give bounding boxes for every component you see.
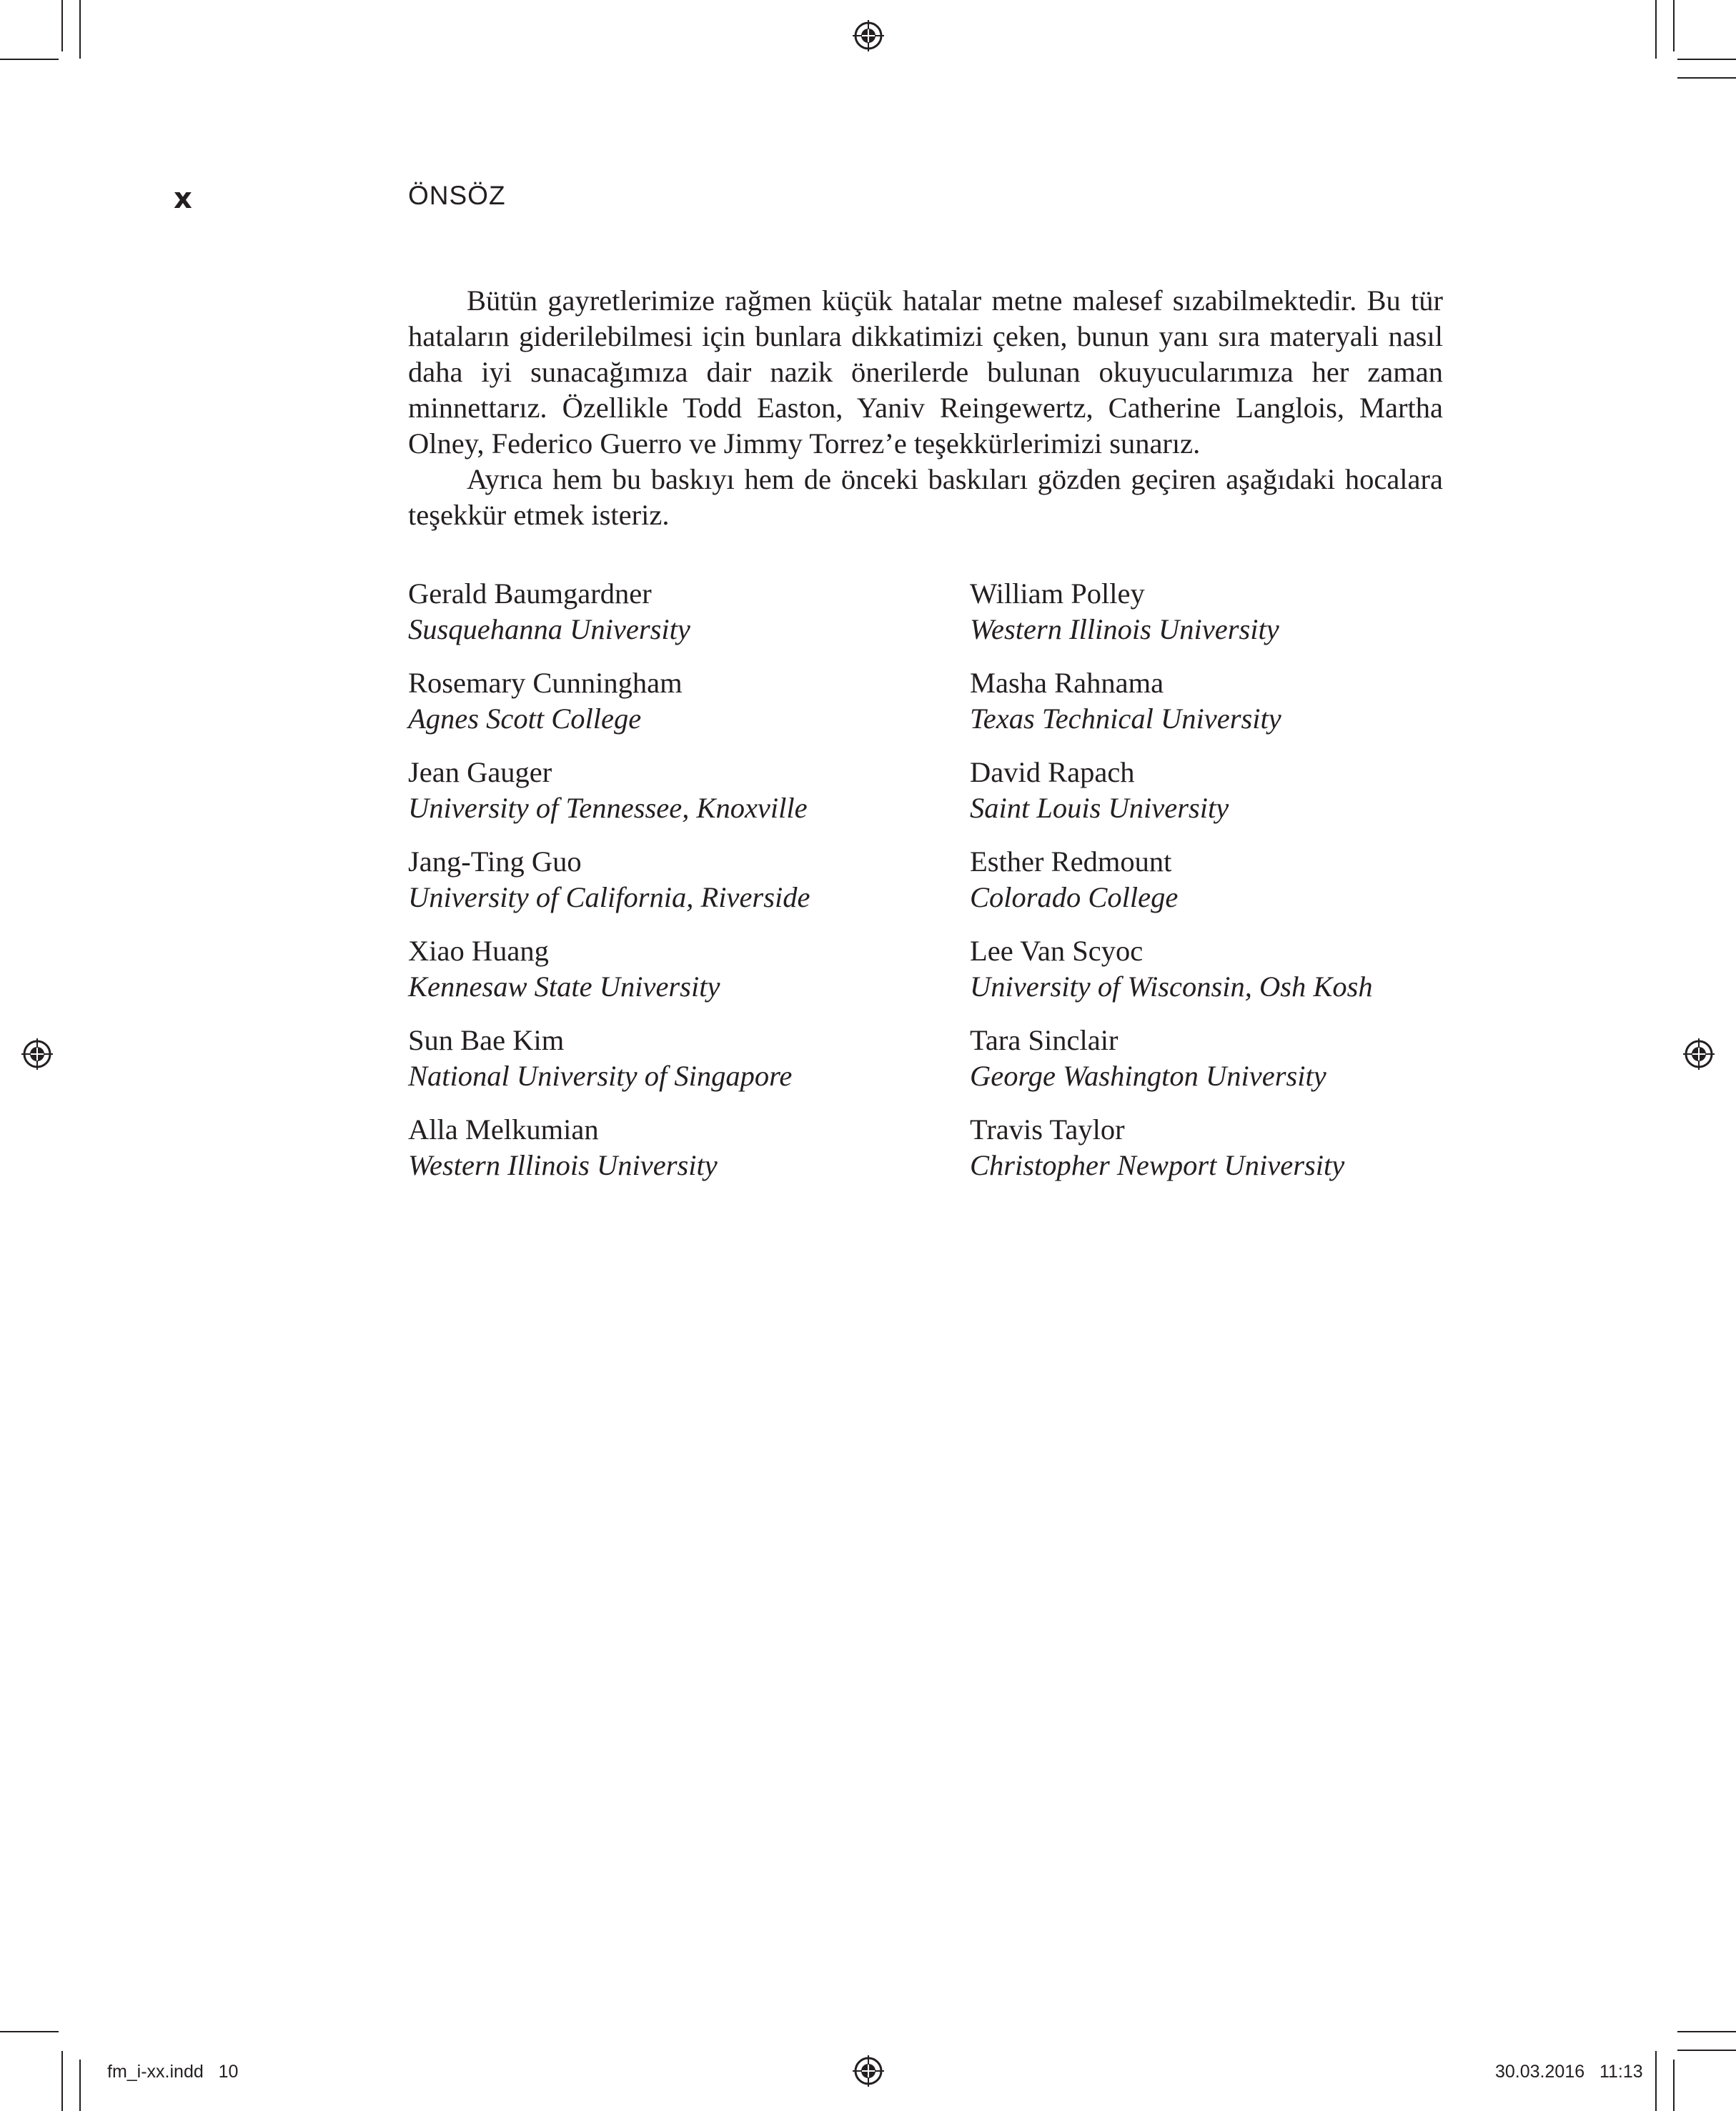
reviewer-entry [408, 1112, 970, 1183]
reviewer-name: Masha Rahnama [970, 667, 1164, 699]
reviewer-affiliation: Texas Technical University [970, 702, 1281, 735]
registration-mark-icon [853, 2055, 884, 2087]
crop-mark [1673, 0, 1675, 51]
reviewer-affiliation: National University of Singapore [408, 1060, 793, 1092]
reviewer-entry [970, 1023, 1480, 1094]
reviewer-name: Alla Melkumian [408, 1113, 599, 1146]
reviewer-list [408, 576, 1480, 1183]
reviewer-entry [408, 665, 970, 737]
registration-mark-icon [853, 20, 884, 51]
paragraph: Bütün gayretlerimize rağmen küçük hatalar metne malesef sızabilmektedir. Bu tür hataların giderilebilmesi için bunlara dikkatimizi çeken, bunun yanı sıra materyali nasıl daha iyi sunacağımıza dair nazik önerilerde bulunan okuyucularımıza her zaman minnettarız. Özellikle Todd Easton, Yaniv Reingewertz, Catherine Langlois, Martha Olney, Federico Guerro ve Jimmy Torrez’e teşekkürlerimizi sunarız. [408, 284, 1443, 460]
reviewer-entry [408, 844, 970, 915]
reviewer-affiliation: Western Illinois University [970, 613, 1279, 645]
reviewer-name: Sun Bae Kim [408, 1024, 565, 1056]
reviewer-entry [408, 576, 970, 647]
reviewer-name: Esther Redmount [970, 845, 1172, 878]
reviewer-entry [970, 933, 1480, 1005]
reviewer-affiliation: Saint Louis University [970, 792, 1229, 824]
crop-mark [1677, 59, 1736, 60]
reviewer-entry [408, 755, 970, 826]
slug-datetime: 30.03.2016 11:13 [1495, 2062, 1643, 2082]
crop-mark [1655, 0, 1657, 59]
crop-mark [1677, 2031, 1736, 2032]
reviewer-entry [970, 576, 1480, 647]
reviewer-name: Rosemary Cunningham [408, 667, 683, 699]
paragraph: Ayrıca hem bu baskıyı hem de önceki baskıları gözden geçiren aşağıdaki hocalara teşekkür etmek isteriz. [408, 463, 1443, 531]
crop-mark [1655, 2051, 1657, 2111]
reviewer-affiliation: Colorado College [970, 881, 1179, 913]
reviewer-name: Lee Van Scyoc [970, 935, 1144, 967]
reviewer-name: Gerald Baumgardner [408, 577, 652, 610]
reviewer-name: Travis Taylor [970, 1113, 1125, 1146]
reviewer-entry [970, 665, 1480, 737]
crop-mark [1673, 2060, 1675, 2111]
crop-mark [79, 2060, 81, 2111]
page-number: x [174, 182, 192, 215]
registration-mark-icon [1683, 1038, 1715, 1070]
reviewer-name: Jang-Ting Guo [408, 845, 582, 878]
reviewer-affiliation: Agnes Scott College [408, 702, 642, 735]
reviewer-affiliation: University of Wisconsin, Osh Kosh [970, 970, 1373, 1003]
registration-mark-icon [21, 1038, 53, 1070]
crop-mark [61, 0, 63, 51]
crop-mark [0, 59, 59, 60]
crop-mark [1677, 2050, 1736, 2051]
reviewer-name: Xiao Huang [408, 935, 549, 967]
reviewer-entry [970, 1112, 1480, 1183]
body-text [408, 283, 1443, 533]
reviewer-affiliation: University of California, Riverside [408, 881, 810, 913]
reviewer-affiliation: University of Tennessee, Knoxville [408, 792, 808, 824]
reviewer-affiliation: Susquehanna University [408, 613, 690, 645]
slug-filename: fm_i-xx.indd 10 [107, 2062, 239, 2082]
crop-mark [79, 0, 81, 59]
reviewer-affiliation: Western Illinois University [408, 1149, 718, 1181]
reviewer-entry [970, 755, 1480, 826]
crop-mark [61, 2051, 63, 2111]
reviewer-name: Jean Gauger [408, 756, 552, 788]
reviewer-entry [408, 933, 970, 1005]
reviewer-name: William Polley [970, 577, 1145, 610]
running-head: ÖNSÖZ [408, 181, 506, 210]
reviewer-name: David Rapach [970, 756, 1135, 788]
crop-mark [0, 2031, 59, 2032]
reviewer-affiliation: Christopher Newport University [970, 1149, 1345, 1181]
reviewer-entry [408, 1023, 970, 1094]
reviewer-entry [970, 844, 1480, 915]
reviewer-affiliation: Kennesaw State University [408, 970, 720, 1003]
reviewer-affiliation: George Washington University [970, 1060, 1326, 1092]
crop-mark [1677, 77, 1736, 79]
reviewer-name: Tara Sinclair [970, 1024, 1119, 1056]
